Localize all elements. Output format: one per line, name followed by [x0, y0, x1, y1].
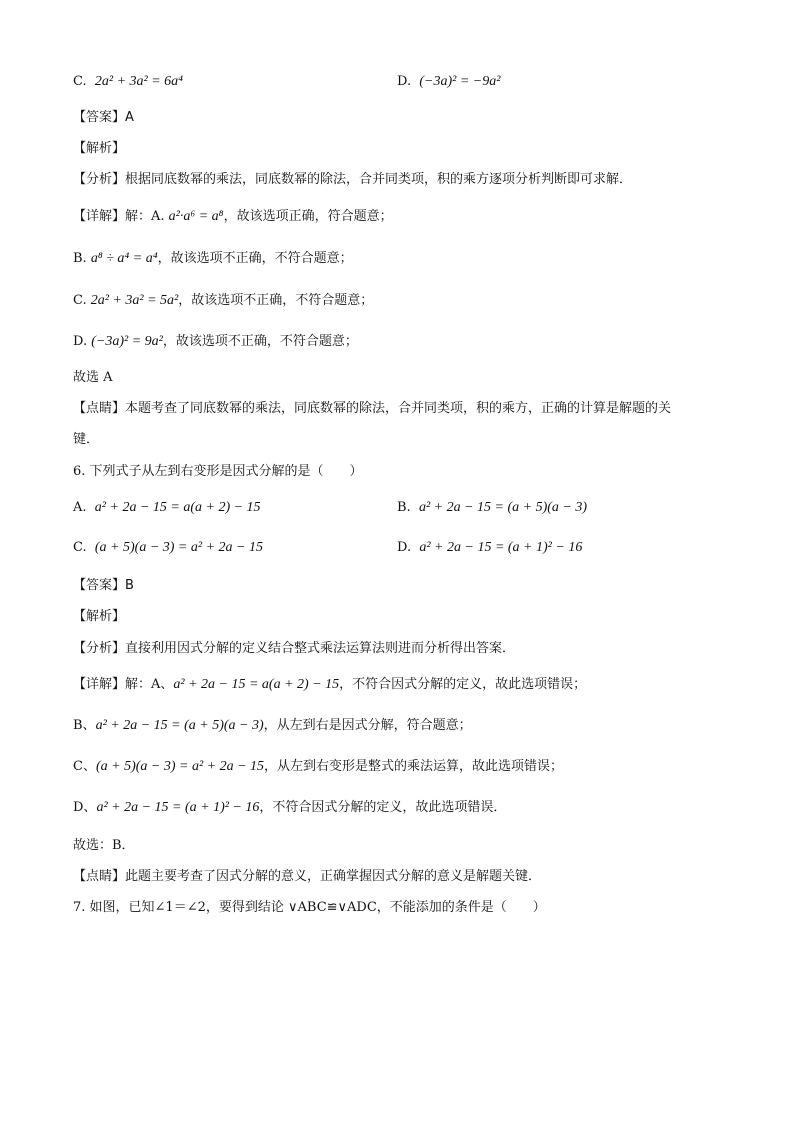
q5-detail-c-expr: 2a² + 3a² = 5a²	[90, 293, 179, 308]
q6-detail-a-expr: a² + 2a − 15 = a(a + 2) − 15	[173, 677, 340, 692]
q5-option-c-expr: 2a² + 3a² = 6a⁴	[94, 74, 184, 89]
q6-detail-b-expr: a² + 2a − 15 = (a + 5)(a − 3)	[95, 718, 264, 733]
q6-detail-d-expr: a² + 2a − 15 = (a + 1)² − 16	[96, 800, 260, 815]
q6-answer: 【答案】B	[73, 578, 134, 593]
q5-detail-d-expr: (−3a)² = 9a²	[91, 334, 163, 349]
q5-option-d-expr: (−3a)² = −9a²	[419, 74, 501, 89]
q6-option-c: C. (a + 5)(a − 3) = a² + 2a − 15	[73, 540, 263, 555]
q5-choose: 故选 A	[73, 370, 113, 385]
q6-jiexi-heading: 【解析】	[73, 609, 126, 624]
q6-option-d-expr: a² + 2a − 15 = (a + 1)² − 16	[419, 540, 583, 555]
q5-detail-b: B. a⁸ ÷ a⁴ = a⁴，故该选项不正确，不符合题意；	[73, 251, 353, 266]
q5-option-c: C. 2a² + 3a² = 6a⁴	[73, 74, 184, 89]
q6-option-c-expr: (a + 5)(a − 3) = a² + 2a − 15	[94, 540, 263, 555]
q6-detail-b: B、a² + 2a − 15 = (a + 5)(a − 3)，从左到右是因式分解，符合题意；	[73, 718, 472, 733]
q5-comment-line-2: 键．	[73, 432, 100, 447]
q6-detail-d: D、a² + 2a − 15 = (a + 1)² − 16，不符合因式分解的定义，故此选项错误．	[73, 800, 507, 815]
q6-option-d: D. a² + 2a − 15 = (a + 1)² − 16	[397, 540, 583, 555]
q5-detail-a: 【详解】解：A. a²·a⁶ = a⁸，故该选项正确，符合题意；	[73, 209, 393, 224]
q6-comment: 【点睛】此题主要考查了因式分解的意义，正确掌握因式分解的意义是解题关键．	[73, 869, 542, 884]
q5-detail-b-expr: a⁸ ÷ a⁴ = a⁴	[90, 251, 158, 266]
q6-analysis: 【分析】直接利用因式分解的定义结合整式乘法运算法则进而分析得出答案．	[73, 641, 516, 656]
q7-stem: 7. 如图，已知∠1＝∠2，要得到结论 ∨ABC≌∨ADC，不能添加的条件是（ ）	[73, 900, 546, 915]
q5-detail-d: D. (−3a)² = 9a²，故该选项不正确，不符合题意；	[73, 334, 358, 349]
q5-analysis: 【分析】根据同底数幂的乘法，同底数幂的除法，合并同类项，积的乘方逐项分析判断即可求解．	[73, 172, 633, 187]
q5-jiexi-heading: 【解析】	[73, 141, 126, 156]
q6-stem: 6. 下列式子从左到右变形是因式分解的是（ ）	[73, 464, 363, 479]
q6-option-b-expr: a² + 2a − 15 = (a + 5)(a − 3)	[418, 500, 588, 515]
q6-option-a-expr: a² + 2a − 15 = a(a + 2) − 15	[94, 500, 261, 515]
q6-option-b: B. a² + 2a − 15 = (a + 5)(a − 3)	[397, 500, 588, 515]
q6-option-a: A. a² + 2a − 15 = a(a + 2) − 15	[73, 500, 261, 515]
q5-detail-a-expr: a²·a⁶ = a⁸	[168, 209, 224, 224]
q6-detail-a: 【详解】解：A、a² + 2a − 15 = a(a + 2) − 15，不符合因式分解的定义，故此选项错误；	[73, 677, 587, 692]
q6-detail-c: C、(a + 5)(a − 3) = a² + 2a − 15，从左到右变形是整式的乘法运算，故此选项错误；	[73, 759, 564, 774]
q5-answer: 【答案】A	[73, 110, 134, 125]
q5-option-d: D. (−3a)² = −9a²	[397, 74, 501, 89]
q5-comment-line-1: 【点睛】本题考查了同底数幂的乘法，同底数幂的除法，合并同类项，积的乘方，正确的计算是解题的关	[73, 401, 672, 416]
q6-detail-c-expr: (a + 5)(a − 3) = a² + 2a − 15	[95, 759, 265, 774]
q6-choose: 故选：B．	[73, 838, 135, 853]
q5-detail-c: C. 2a² + 3a² = 5a²，故该选项不正确，不符合题意；	[73, 293, 374, 308]
